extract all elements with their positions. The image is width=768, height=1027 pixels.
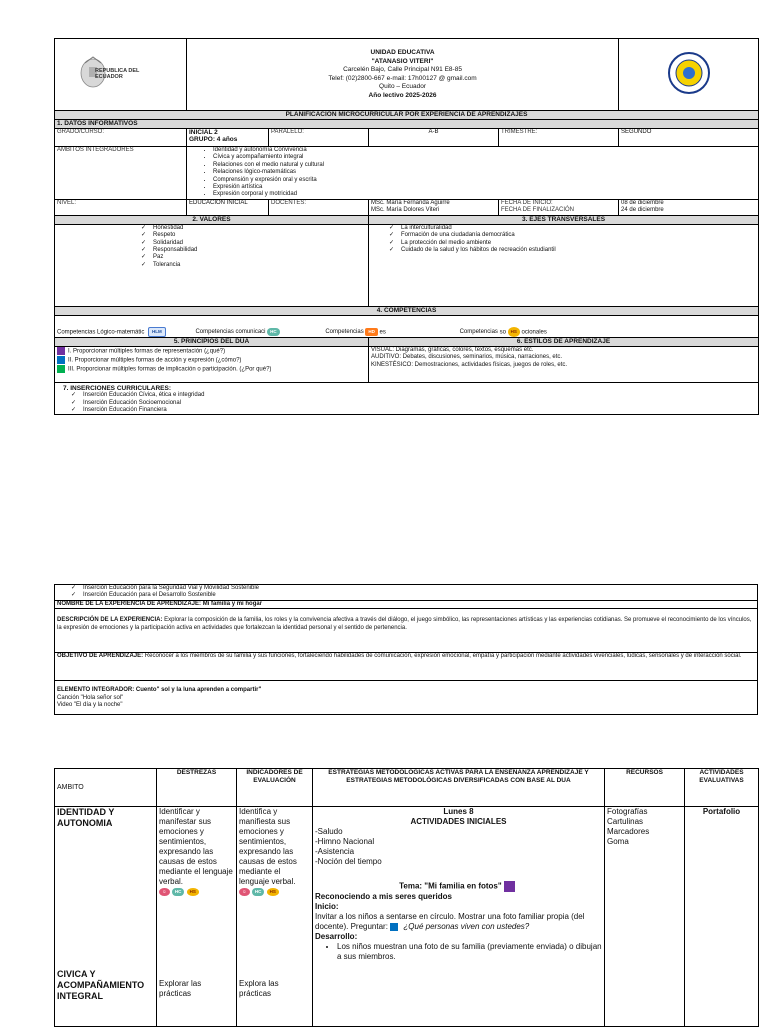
datos-title: 1. DATOS INFORMATIVOS <box>55 120 759 129</box>
descripcion-label: DESCRIPCIÓN DE LA EXPERIENCIA: <box>57 617 163 624</box>
school-header <box>187 39 619 111</box>
inicio-text <box>315 912 602 932</box>
fin-label: FECHA DE FINALIZACIÓN <box>501 207 575 214</box>
emotion-face-icon: ☺ <box>159 888 170 896</box>
ambito-item: • Expresión corporal y motricidad <box>213 191 756 198</box>
grado-label: GRADO/CURSO: <box>55 129 187 147</box>
hs-badge-icon: HS <box>267 888 279 896</box>
school-name: "ATANASIO VITERI" <box>371 57 434 65</box>
dua-item <box>57 347 366 356</box>
ambito-cell <box>55 807 157 1027</box>
dua-color-marker-icon <box>57 356 65 364</box>
hc-badge-icon: HC <box>172 888 185 896</box>
inicial-item: -Noción del tiempo <box>315 857 382 866</box>
trimestre-value: SEGUNDO <box>619 129 759 147</box>
hs-badge-icon: HS <box>187 888 199 896</box>
nivel-label: NIVEL: <box>55 199 187 215</box>
docente-1: MSc. María Fernanda Aguirre <box>371 199 450 206</box>
dia-label: Lunes 8 <box>443 807 474 816</box>
page3-table <box>54 768 758 1027</box>
desarrollo-item: • Los niños muestran una foto de su familia (previamente enviada) o dibujan a sus miembros. <box>337 942 602 962</box>
logo-ecuador <box>55 39 187 111</box>
fin-value: 24 de diciembre <box>621 207 664 214</box>
destreza-1: Identificar y manifestar sus emociones y sentimientos, expresando las causas de estos mediante el lenguaje verbal. <box>159 807 233 886</box>
insercion-item: ✓ Inserción Educación Socioemocional <box>71 400 756 407</box>
nombre-value: Mi familia y mi hogar <box>202 600 263 607</box>
ambito-civica: CIVICA Y ACOMPAÑAMIENTO INTEGRAL <box>57 969 145 1001</box>
nombre-label: NOMBRE DE LA EXPERIENCIA DE APRENDIZAJE: <box>57 600 202 607</box>
ambitos-list <box>187 147 759 200</box>
objetivo-row <box>55 653 758 681</box>
competencia-emocional-suffix: ocionales <box>521 329 547 336</box>
competencia-logico: Competencias Lógico-matemátic <box>57 329 145 336</box>
nombre-row <box>55 600 758 608</box>
inicio-label: FECHA DE INICIO: <box>501 199 553 206</box>
plan-title: PLANIFICACIÓN MICROCURRICULAR POR EXPERIENCIA DE APRENDIZAJES <box>55 111 759 120</box>
eje-item: ✓ Cuidado de la salud y los hábitos de recreación estudiantil <box>389 247 756 254</box>
estrategias-cell <box>313 807 605 1027</box>
ambito-item: • Expresión artística <box>213 184 756 191</box>
destrezas-cell <box>157 807 237 1027</box>
elemento-item: Canción "Hola señor sol" <box>57 694 124 701</box>
emotion-face-icon: ☺ <box>239 888 250 896</box>
competencia-socioemocional: Competencias <box>459 329 498 336</box>
insercion-item: ✓ Inserción Educación Financiera <box>71 407 756 414</box>
valor-item: ✓ Responsabilidad <box>141 247 366 254</box>
valores-list <box>55 224 369 306</box>
estilo-item: AUDITIVO: Debates, discusiones, seminarios, música, narraciones, etc. <box>371 354 563 361</box>
hs-badge-icon: HS <box>508 327 520 337</box>
competencia-digital: Competencias <box>325 329 364 336</box>
recurso-item: Cartulinas <box>607 817 644 826</box>
dua-color-marker-icon <box>57 347 65 355</box>
eje-item: ✓ La interculturalidad <box>389 225 756 232</box>
inicio-label: Inicio: <box>315 902 339 911</box>
destreza-1-icons <box>159 887 234 897</box>
republica-text: REPUBLICA DEL ECUADOR <box>95 68 140 81</box>
hlm-badge-icon: HLM <box>148 327 166 337</box>
recursos-cell <box>605 807 685 1027</box>
competencia-so: so <box>499 329 506 336</box>
inicio-question: ¿Qué personas viven con ustedes? <box>403 922 530 931</box>
dua-color-marker-icon <box>57 365 65 373</box>
destreza-2: Explorar las prácticas <box>159 979 202 998</box>
insercion-item: ✓ Inserción Educación Cívica, ética e integridad <box>71 392 756 399</box>
objetivo-value: Reconocer a los miembros de su familia y sus funciones, fortaleciendo habilidades de comunicación, expresión emocional, empatía y participación mediante actividades vivenciales, lúdicas, sensoriales y de interacción social. <box>144 653 742 660</box>
col-destrezas: DESTREZAS <box>157 769 237 807</box>
docentes-label: DOCENTES: <box>269 199 369 215</box>
desarrollo-label: Desarrollo: <box>315 932 358 941</box>
inserciones-title: 7. INSERCIONES CURRICULARES: <box>63 384 171 392</box>
ejes-list <box>369 224 759 306</box>
valor-item: ✓ Paz <box>141 254 366 261</box>
dua-list <box>55 346 369 382</box>
competencia-digital-suffix: es <box>379 329 386 336</box>
ambito-item: • Identidad y autonomía Convivencia <box>213 147 756 154</box>
recurso-item: Marcadores <box>607 827 650 836</box>
ambito-item: • Comprensión y expresión oral y escrita <box>213 177 756 184</box>
iniciales-title: ACTIVIDADES INICIALES <box>410 817 507 826</box>
insercion-item: ✓ Inserción Educación para la Seguridad Vial y Movilidad Sostenible <box>71 585 755 592</box>
school-seal <box>619 39 759 111</box>
descripcion-row <box>55 609 758 653</box>
school-address: Carcelén Bajo, Calle Principal N91 E8-85 <box>343 66 462 73</box>
evaluativa-cell: Portafolio <box>685 807 759 1027</box>
dua-purple-marker-icon <box>504 881 515 892</box>
eje-item: ✓ Formación de una ciudadanía democrática <box>389 232 756 239</box>
dua-item <box>57 365 366 374</box>
competencias-title: 4. COMPETENCIAS <box>55 306 759 315</box>
eje-item: ✓ La protección del medio ambiente <box>389 240 756 247</box>
docente-2: MSc. María Dolores Viteri <box>371 207 440 214</box>
school-city: Quito – Ecuador <box>379 83 427 90</box>
inicio-text-body: Invitar a los niños a sentarse en círculo. Mostrar una foto familiar propia (del docente). Preguntar: <box>315 912 585 931</box>
valor-item: ✓ Solidaridad <box>141 240 366 247</box>
elemento-item: Video "El día y la noche" <box>57 702 123 709</box>
dua-item-text: II. Proporcionar múltiples formas de acción y expresión (¿cómo?) <box>68 357 242 364</box>
paralelo-value: A-B <box>369 129 499 147</box>
col-indicadores: INDICADORES DE EVALUACIÓN <box>237 769 313 807</box>
inserciones-block <box>55 382 759 415</box>
inicial-item: -Asistencia <box>315 847 355 856</box>
ambito-identidad: IDENTIDAD Y AUTONOMIA <box>57 807 115 828</box>
valor-item: ✓ Respeto <box>141 232 366 239</box>
ambito-item: • Relaciones lógico-matemáticas <box>213 169 756 176</box>
recurso-item: Goma <box>607 837 629 846</box>
tema-label: Tema: "Mi familia en fotos" <box>399 881 502 891</box>
page1-table <box>54 38 758 415</box>
indicador-2: Explora las prácticas <box>239 979 279 998</box>
grupo-value: GRUPO: 4 años <box>189 136 238 144</box>
estilo-item: KINESTÉSICO: Demostraciones, actividades físicas, juegos de roles, etc. <box>371 361 568 368</box>
valor-item: ✓ Tolerancia <box>141 262 366 269</box>
subtema-label: Reconociendo a mis seres queridos <box>315 892 452 901</box>
page2-table <box>54 584 758 715</box>
valor-item: ✓ Honestidad <box>141 225 366 232</box>
school-label: UNIDAD EDUCATIVA <box>370 49 435 56</box>
descripcion-value: Explorar la composición de la familia, los roles y la convivencia afectiva a través del diálogo, el juego simbólico, las representaciones artísticas y las experiencias cotidianas. Se promueve el reconocimiento de los vínculos, la expresión de emociones y la participación activa en actividades que fortalezcan la identidad personal y el sentido de pertenencia. <box>57 617 752 631</box>
inicial-item: -Himno Nacional <box>315 837 375 846</box>
col-estrategias: ESTRATEGIAS METODOLÓGICAS ACTIVAS PARA LA ENSEÑANZA APRENDIZAJE Y ESTRATEGIAS METODOLÓGICAS DIVERSIFICADAS CON BASE AL DUA <box>313 769 605 807</box>
docentes-value <box>369 199 499 215</box>
col-recursos: RECURSOS <box>605 769 685 807</box>
insercion-item: ✓ Inserción Educación para el Desarrollo Sostenible <box>71 592 755 599</box>
dua-item <box>57 356 366 365</box>
objetivo-label: OBJETIVO DE APRENDIZAJE: <box>57 653 144 660</box>
dua-title: 5. PRINCIPIOS DEL DUA <box>55 337 369 346</box>
estilos-list <box>369 346 759 382</box>
hc-badge-icon: HC <box>267 328 280 336</box>
fechas-label <box>499 199 619 215</box>
hc-badge-icon: HC <box>252 888 265 896</box>
dua-blue-marker-icon <box>390 923 398 931</box>
col-ambito: AMBITO <box>55 769 157 807</box>
school-contact: Telef: (02)2800-667 e-mail: 17h00127 @ gmail.com <box>328 74 477 82</box>
inicial-item: -Saludo <box>315 827 343 836</box>
ejes-title: 3. EJES TRANSVERSALES <box>369 215 759 224</box>
tema-row <box>315 881 602 892</box>
indicador-1-icons <box>239 887 310 897</box>
competencias-row <box>55 315 759 337</box>
fechas-value <box>619 199 759 215</box>
grado-value <box>187 129 269 147</box>
recurso-item: Fotografías <box>607 807 648 816</box>
dua-item-text: I. Proporcionar múltiples formas de representación (¿qué?) <box>68 348 226 355</box>
competencia-comunicacional: Competencias comunicaci <box>195 329 266 336</box>
grado-inicial: INICIAL 2 <box>189 129 218 136</box>
indicadores-cell <box>237 807 313 1027</box>
elemento-row <box>55 681 758 715</box>
indicador-1: Identifica y manifiesta sus emociones y sentimientos, expresando las causas de estos mediante el lenguaje verbal. <box>239 807 297 886</box>
col-actividades: ACTIVIDADES EVALUATIVAS <box>685 769 759 807</box>
paralelo-label: PARALELO: <box>269 129 369 147</box>
inserciones-cont <box>55 585 758 601</box>
estilo-item: VISUAL: Diagramas, gráficas, colores, textos, esquemas etc. <box>371 346 534 353</box>
elemento-value: Cuento" sol y la luna aprenden a compartir" <box>135 687 262 694</box>
dua-item-text: III. Proporcionar múltiples formas de implicación o participación. (¿Por qué?) <box>68 366 272 373</box>
hd-badge-icon: HD <box>365 328 378 336</box>
inicio-value: 08 de diciembre <box>621 199 664 206</box>
trimestre-label: TRIMESTRE: <box>499 129 619 147</box>
valores-title: 2. VALORES <box>55 215 369 224</box>
estilos-title: 6. ESTILOS DE APRENDIZAJE <box>369 337 759 346</box>
ambitos-label: ÁMBITOS INTEGRADORES <box>55 147 187 200</box>
school-year: Año lectivo 2025-2026 <box>368 91 437 99</box>
ambito-item: • Relaciones con el medio natural y cultural <box>213 162 756 169</box>
elemento-label: ELEMENTO INTEGRADOR: <box>57 687 135 694</box>
nivel-value: EDUCACIÓN INICIAL <box>187 199 269 215</box>
school-seal-icon <box>667 51 711 95</box>
ambito-item: • Cívica y acompañamiento integral <box>213 154 756 161</box>
